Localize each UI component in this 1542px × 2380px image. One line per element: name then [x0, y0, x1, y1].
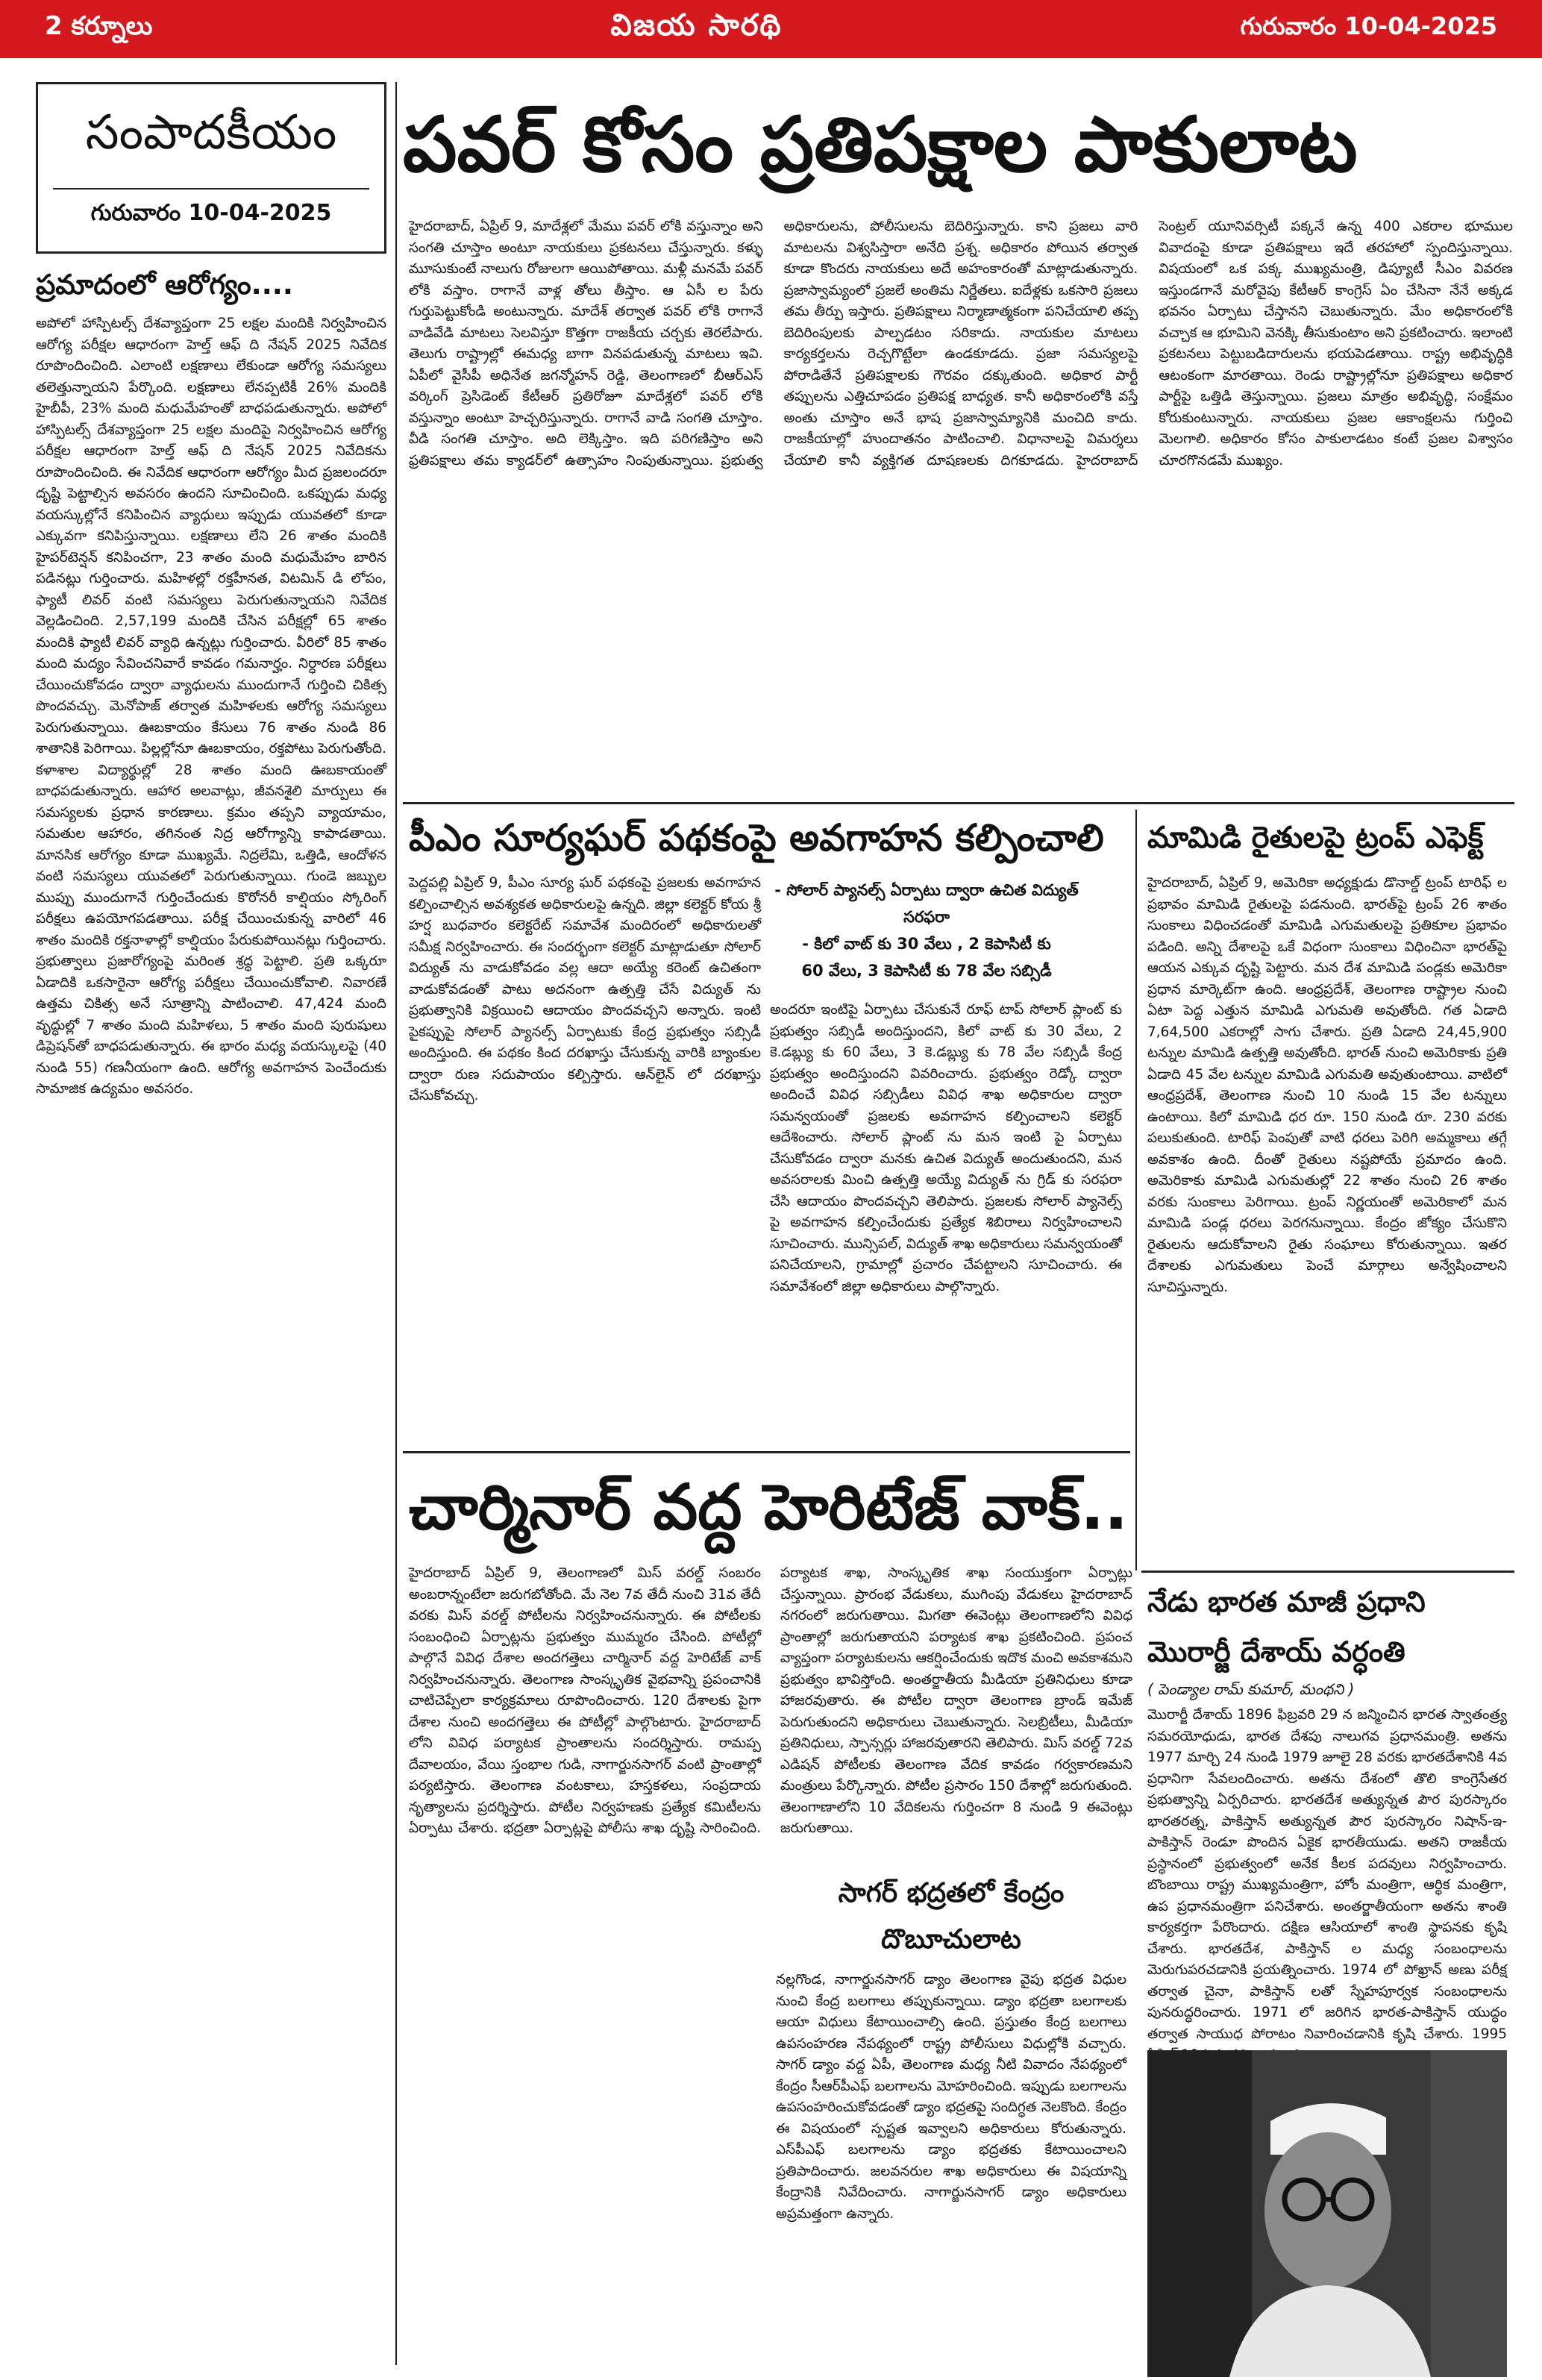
mango-body: హైదరాబాద్, ఏప్రిల్ 9, అమెరికా అధ్యక్షుడు డొనాల్డ్ ట్రంప్ టారిఫ్ ల ప్రభావం మామిడి రైతులపై పడనుంది. భారత్‌పై ట్రంప్ 26 శాతం సుంకాలు విధించడంతో మామిడి ఎగుమతులపై ప్రతికూల ప్రభావం పడింది. అన్ని దేశాలపై ఒకే విధంగా సుంకాలు విధించినా భారత్‌పై ఆయన ఎక్కువ దృష్టి పెట్టారు. మన దేశ మామిడి పండ్లకు అమెరికా ప్రధాన మార్కెట్‌గా ఉంది. ఆంధ్రప్రదేశ్, తెలంగాణ రాష్ట్రాల నుంచి ఏటా పెద్ద ఎత్తున మామిడి ఎగుమతి అవుతోంది. గత ఏడాది 7,64,500 ఎకరాల్లో సాగు చేశారు. ప్రతి ఏడాది 24,45,900 టన్నుల మామిడి ఉత్పత్తి అవుతోంది. భారత్ నుంచి అమెరికాకు ప్రతి ఏడాది 45 వేల టన్నుల మామిడి ఎగుమతి అవుతుంటాయి. వాటిలో ఆంధ్రప్రదేశ్, తెలంగాణ నుంచి 10 నుండి 15 వేల టన్నులు ఉంటాయి. కిలో మామిడి ధర రూ. 150 నుండి రూ. 230 వరకు పలుకుతుంది. టారిఫ్ పెంపుతో వాటి ధరలు పెరిగి అమ్మకాలు తగ్గే అవకాశం ఉంది. దీంతో రైతులు నష్టపోయే ప్రమాదం ఉంది. అమెరికాకు మామిడి ఎగుమతుల్లో 22 శాతం నుంచి 26 శాతం వరకు సుంకాలు పెరిగాయి. ట్రంప్ నిర్ణయంతో అమెరికాలో మన మామిడి పండ్ల ధరలు పెరగనున్నాయి. కేంద్రం జోక్యం చేసుకొని రైతులను ఆదుకోవాలని రైతు సంఘాలు కోరుతున్నాయి. ఇతర దేశాలకు ఎగుమతులు పెంచే మార్గాలు అన్వేషించాలని సూచిస్తున్నారు. — [1147, 875, 1507, 1295]
portrait-image — [1147, 2050, 1507, 2377]
editorial-body: అపోలో హాస్పిటల్స్ దేశవ్యాప్తంగా 25 లక్షల మందికి నిర్వహించిన ఆరోగ్య పరీక్షల ఆధారంగా హెల్త్ ఆఫ్ ది నేషన్ 2025 నివేదిక రూపొందించింది. ఎలాంటి లక్షణాలు లేకుండా ఆరోగ్య సమస్యలు తలెత్తున్నాయని పేర్కొంది. లక్షణాలు లేనప్పటికీ 26% మందికి హైబీపీ, 23% మంది మధుమేహంతో బాధపడుతున్నారు. అపోలో హాస్పిటల్స్ దేశవ్యాప్తంగా 25 లక్షల మందిపై నిర్వహించిన ఆరోగ్య పరీక్షల ఆధారంగా హెల్త్ ఆఫ్ ది నేషన్ 2025 నివేదికను రూపొందించింది. ఈ నివేదిక ఆధారంగా ఆరోగ్యం మీద ప్రజలందరూ దృష్టి పెట్టాల్సిన అవసరం ఉందని సూచించింది. ఒకప్పుడు మధ్య వయస్కుల్లోనే కనిపించిన వ్యాధులు ఇప్పుడు యువతలో కూడా ఎక్కువగా కనిపిస్తున్నాయి. లక్షణాలు లేని 26 శాతం మందికి హైపర్‌టెన్షన్ కనిపించగా, 23 శాతం మంది మధుమేహం బారిన పడినట్లు గుర్తించారు. మహిళల్లో రక్తహీనత, విటమిన్ డి లోపం, ఫ్యాటీ లివర్ వంటి సమస్యలు పెరుగుతున్నాయని నివేదిక వెల్లడించింది. 2,57,199 మందికి చేసిన పరీక్షల్లో 65 శాతం మందికి ఫ్యాటీ లివర్ వ్యాధి ఉన్నట్లు గుర్తించారు. వీరిలో 85 శాతం మంది మద్యం సేవించనివారే కావడం గమనార్హం. నిర్ధారణ పరీక్షలు చేయించుకోవడం ద్వారా వ్యాధులను ముందుగానే గుర్తించి చికిత్స పొందవచ్చు. మెనోపాజ్ తర్వాత మహిళలకు ఆరోగ్య సమస్యలు పెరుగుతున్నాయి. ఊబకాయం కేసులు 76 శాతం నుండి 86 శాతానికి పెరిగాయి. పిల్లల్లోనూ ఊబకాయం, రక్తపోటు పెరుగుతోంది. కళాశాల విద్యార్థుల్లో 28 శాతం మంది ఊబకాయంతో బాధపడుతున్నారు. ఆహార అలవాట్లు, జీవనశైలి మార్పులు ఈ సమస్యలకు ప్రధాన కారణాలు. క్రమం తప్పని వ్యాయామం, సమతుల ఆహారం, తగినంత నిద్ర ఆరోగ్యాన్ని కాపాడతాయి. మానసిక ఆరోగ్యం కూడా ముఖ్యమే. నిద్రలేమి, ఒత్తిడి, ఆందోళన వంటి సమస్యలు యువతలో పెరుగుతున్నాయి. గుండె జబ్బుల ముప్పు ముందుగానే గుర్తించేందుకు కొరోనరీ కాల్షియం స్కోరింగ్ పరీక్షలు ఉపయోగపడతాయి. పరీక్ష చేయించుకున్న వారిలో 46 శాతం మందికి రక్తనాళాల్లో కాల్షియం పేరుకుపోయినట్లు గుర్తించారు. ప్రభుత్వాలు ప్రజారోగ్యంపై మరింత శ్రద్ధ పెట్టాలి. ప్రతి ఒక్కరూ ఏడాదికి ఒకసారైనా ఆరోగ్య పరీక్షలు చేయించుకోవాలి. నివారణే ఉత్తమ చికిత్స అనే సూత్రాన్ని పాటించాలి. 47,424 మంది వృద్ధుల్లో 7 శాతం మంది మహిళలు, 5 శాతం మంది పురుషులు డిప్రెషన్‌తో బాధపడుతున్నారు. ఈ భారం మధ్య వయస్కులపై (40 నుండి 55) గణనీయంగా ఉంది. ఆరోగ్య అవగాహన పెంచేందుకు సామాజిక ఉద్యమం అవసరం. — [36, 316, 386, 1097]
header-date: గురువారం 10-04-2025 — [1240, 12, 1497, 40]
section-divider — [403, 1451, 1130, 1453]
highlight-line: 60 వేలు, 3 కెపాసిటీ కు 78 వేల సబ్సిడీ — [801, 962, 1052, 980]
pm-surya-headline: పీఎం సూర్యఘర్ పథకంపై అవగాహన కల్పించాలి — [409, 816, 1104, 859]
editorial-headline: ప్రమాదంలో ఆరోగ్యం.... — [36, 269, 293, 301]
morarji-photo — [1147, 2050, 1507, 2377]
highlight-line: - కిలో వాట్ కు 30 వేలు , 2 కెపాసిటీ కు — [802, 935, 1051, 953]
sagar-headline-2: దొబూచులాట — [776, 1919, 1126, 1961]
morarji-headline-2: మొరార్జీ దేశాయ్ వర్ధంతి — [1147, 1635, 1405, 1668]
charminar-body: హైదరాబాద్ ఏప్రిల్ 9, తెలంగాణలో మిస్ వరల్డ్ సంబరం అంబరాన్నంటేలా జరుగబోతోంది. మే నెల 7వ తేదీ నుంచి 31వ తేదీ వరకు మిస్ వరల్డ్ పోటీలను నిర్వహించనున్నారు. ఈ పోటీలకు సంబంధించి ఏర్పాట్లను ప్రభుత్వం ముమ్మరం చేసింది. పోటీల్లో పాల్గొనే వివిధ దేశాల అందగత్తెలు చార్మినార్ వద్ద హెరిటేజ్ వాక్ నిర్వహించనున్నారు. తెలంగాణ సాంస్కృతిక వైభవాన్ని ప్రపంచానికి చాటిచెప్పేలా కార్యక్రమాలు రూపొందించారు. 120 దేశాలకు పైగా దేశాల నుంచి అందగత్తెలు ఈ పోటీల్లో పాల్గొంటారు. హైదరాబాద్ లోని వివిధ పర్యాటక ప్రాంతాలను సందర్శిస్తారు. రామప్ప దేవాలయం, వేయి స్తంభాల గుడి, నాగార్జునసాగర్ వంటి ప్రాంతాల్లో పర్యటిస్తారు. తెలంగాణ వంటకాలు, హస్తకళలు, సంప్రదాయ నృత్యాలను ప్రదర్శిస్తారు. పోటీల నిర్వహణకు ప్రత్యేక కమిటీలను ఏర్పాటు చేశారు. భద్రతా ఏర్పాట్లపై పోలీసు శాఖ దృష్టి సారించింది. పర్యాటక శాఖ, సాంస్కృతిక శాఖ సంయుక్తంగా ఏర్పాట్లు చేస్తున్నాయి. ప్రారంభ వేడుకలు, ముగింపు వేడుకలు హైదరాబాద్ నగరంలో జరుగుతాయి. మిగతా ఈవెంట్లు తెలంగాణలోని వివిధ ప్రాంతాల్లో జరుగుతాయని పర్యాటక శాఖ ప్రకటించింది. ప్రపంచ వ్యాప్తంగా పర్యాటకులను ఆకర్షించేందుకు ఇదొక మంచి అవకాశమని ప్రభుత్వం భావిస్తోంది. అంతర్జాతీయ మీడియా ప్రతినిధులు కూడా హాజరవుతారు. ఈ పోటీల ద్వారా తెలంగాణ బ్రాండ్ ఇమేజ్ పెరుగుతుందని అధికారులు చెబుతున్నారు. సెలబ్రిటీలు, మీడియా ప్రతినిధులు, స్పాన్సర్లు హాజరవుతారని తెలిపారు. మిస్ వరల్డ్ 72వ ఎడిషన్ పోటీలకు తెలంగాణ వేదిక కావడం గర్వకారణమని మంత్రులు పేర్కొన్నారు. పోటీల ప్రసారం 150 దేశాల్లో జరుగుతుంది. తెలంగాణాలోని 10 వేదికలను గుర్తించగా 8 నుండి 9 ఈవెంట్లు జరుగుతాయి. — [409, 1565, 1132, 1836]
highlight-line: - సోలార్ ప్యానల్స్ ఏర్పాటు ద్వారా ఉచిత విద్యుత్ సరఫరా — [774, 881, 1079, 926]
pm-surya-body-mid: అందరూ ఇంటిపై ఏర్పాటు చేసుకునే రూఫ్ టాప్ సోలార్ ప్లాంట్ కు ప్రభుత్వం సబ్సిడీ అందిస్తుందని, కిలో వాట్ కు 30 వేలు, 2 కె.డబ్ల్యు కు 60 వేలు, 3 కె.డబ్ల్యు కు 78 వేల సబ్సిడీ కేంద్ర ప్రభుత్వం అందిస్తుందని వివరించారు. ప్రభుత్వం రెడ్కో ద్వారా అందించే వివిధ సబ్సిడీలు వివిధ శాఖ అధికారుల ద్వారా సమన్వయంతో ప్రజలకు అవగాహన కల్పించాలని కలెక్టర్ ఆదేశించారు. సోలార్ ప్లాంట్ ను మన ఇంటి పై ఏర్పాటు చేసుకోవడం ద్వారా మనకు ఉచిత విద్యుత్ అందుతుందని, మన అవసరాలకు మించి ఉత్పత్తి అయ్యే విద్యుత్ ను గ్రిడ్ కు సరఫరా చేసి ఆదాయం పొందవచ్చని తెలిపారు. ప్రజలకు సోలార్ ప్యానెల్స్ పై అవగాహన కల్పించేందుకు ప్రత్యేక శిబిరాలు నిర్వహించాలని సూచించారు. మున్సిపల్, విద్యుత్ శాఖ అధికారులు సమన్వయంతో పనిచేయాలని, గ్రామాల్లో ప్రచారం చేపట్టాలని సూచించారు. ఈ సమావేశంలో జిల్లా అధికారులు పాల్గొన్నారు. — [770, 1002, 1122, 1294]
charminar-headline: చార్మినార్ వద్ద హెరిటేజ్ వాక్.. — [409, 1471, 1129, 1544]
column-divider — [395, 82, 397, 2365]
editorial-date: గురువారం 10-04-2025 — [90, 200, 332, 226]
sagar-headline: సాగర్ భద్రతలో కేంద్రం — [776, 1873, 1126, 1914]
section-divider — [403, 802, 1514, 804]
page-header-bar — [0, 0, 1542, 58]
editorial-box — [36, 82, 386, 254]
mango-headline: మామిడి రైతులపై ట్రంప్ ఎఫెక్ట్ — [1147, 821, 1484, 855]
page-label: 2 కర్నూలు — [45, 11, 153, 41]
pm-surya-body-left: పెద్దపల్లి ఏప్రిల్ 9, పీఎం సూర్య ఘర్ పథకంపై ప్రజలకు అవగాహన కల్పించాల్సిన అవశ్యకత అధికారులపై ఉన్నది. జిల్లా కలెక్టర్ కోయ శ్రీ హర్ష బుధవారం కలెక్టరేట్ సమావేశ మందిరంలో అధికారులతో సమీక్ష నిర్వహించారు. ఈ సందర్భంగా కలెక్టర్ మాట్లాడుతూ సోలార్ విద్యుత్ ను వాడుకోవడం వల్ల ఆదా అయ్యే కరెంట్ ఉచితంగా వాడుకోవడంతో పాటు అదనంగా ఉత్పత్తి చేసే విద్యుత్ ను ప్రభుత్వానికి విక్రయించి ఆదాయం పొందవచ్చని అన్నారు. ఇంటి పైకప్పుపై సోలార్ ప్యానల్స్ ఏర్పాటుకు కేంద్ర ప్రభుత్వం సబ్సిడీ అందిస్తుంది. ఈ పథకం కింద దరఖాస్తు చేసుకున్న వారికి బ్యాంకుల ద్వారా రుణ సదుపాయం కల్పిస్తారు. ఆన్‌లైన్ లో దరఖాస్తు చేసుకోవచ్చు. — [409, 875, 761, 1103]
editorial-divider — [53, 188, 369, 190]
sagar-body: నల్లగొండ, నాగార్జునసాగర్ డ్యాం తెలంగాణ వైపు భద్రత విధుల నుంచి కేంద్ర బలగాలు తప్పుకున్నాయి. డ్యాం భద్రతా బలగాలకు ఆయా విధులు కేటాయించాల్సి ఉంది. ప్రస్తుతం కేంద్ర బలగాలు ఉపసంహరణ నేపథ్యంలో రాష్ట్ర పోలీసులు విధుల్లోకి వచ్చారు. సాగర్ డ్యాం వద్ద ఏపీ, తెలంగాణ మధ్య నీటి వివాదం నేపథ్యంలో కేంద్రం సీఆర్‌పీఎఫ్ బలగాలను మోహరించింది. ఇప్పుడు బలగాలను ఉపసంహరించుకోవడంతో డ్యాం భద్రతపై సందిగ్ధత నెలకొంది. కేంద్రం ఈ విషయంలో స్పష్టత ఇవ్వాలని అధికారులు కోరుతున్నారు. ఎస్‌పీఎఫ్ బలగాలను డ్యాం భద్రతకు కేటాయించాలని ప్రతిపాదించారు. జలవనరుల శాఖ అధికారులు ఈ విషయాన్ని కేంద్రానికి నివేదించారు. నాగార్జునసాగర్ డ్యాం అధికారులు అప్రమత్తంగా ఉన్నారు. — [776, 1970, 1126, 2369]
lead-body: హైదరాబాద్, ఏప్రిల్ 9, మాదేశ్లలో మేము పవర్ లోకి వస్తున్నాం అని సంగతి చూస్తాం అంటూ నాయకులు ప్రకటనలు చేస్తున్నారు. కళ్ళు మూసుకుంటే నాలుగు రోజులగా ఆయిపోతాయి. మళ్లీ మనమే పవర్ లోకి వస్తాం. రాగానే వాళ్ల తోలు తీస్తాం. ఆ ఏసీ ల పేరు గుర్తుపెట్టుకోండి అంటున్నారు. మాదేశ్ తర్వాత పవర్ లోకి రాగానే వాడివేడి మాటలు సెలవిస్తూ కొత్తగా రాజకీయ చర్చకు తెరలేపారు. తెలుగు రాష్ట్రాల్లో ఈమధ్య బాగా వినపడుతున్న మాటలు ఇవి. ఏపీలో వైసీపీ అధినేత జగన్మోహన్ రెడ్డి, తెలంగాణలో బీఆర్ఎస్ వర్కింగ్ ప్రెసిడెంట్ కేటీఆర్ ప్రతిరోజూ మాదేశ్లలో పవర్ లోకి వస్తున్నాం అంటూ హెచ్చరిస్తున్నారు. రాగానే వాడి సంగతి చూస్తాం. వీడి సంగతి చూస్తాం. అది లెక్కిస్తాం. ఇది పరిగణిస్తాం అని ఫ్రతిపక్షాలు తమ క్యాడర్‌లో ఉత్సాహం నింపుతున్నాయి. ప్రభుత్వ అధికారులను, పోలీసులను బెదిరిస్తున్నారు. కాని ప్రజలు వారి మాటలను విశ్వసిస్తారా అనేది ప్రశ్న. అధికారం పోయిన తర్వాత కూడా కొందరు నాయకులు అదే అహంకారంతో మాట్లాడుతున్నారు. ప్రజాస్వామ్యంలో ప్రజలే అంతిమ నిర్ణేతలు. ఐదేళ్లకు ఒకసారి ప్రజలు తమ తీర్పు ఇస్తారు. ప్రతిపక్షాలు నిర్మాణాత్మకంగా పనిచేయాలి తప్ప బెదిరింపులకు పాల్పడటం సరికాదు. నాయకుల మాటలు కార్యకర్తలను రెచ్చగొట్టేలా ఉండకూడదు. ప్రజా సమస్యలపై పోరాడితేనే ప్రతిపక్షాలకు గౌరవం దక్కుతుంది. అధికార పార్టీ తప్పులను ఎత్తిచూపడం ప్రతిపక్ష బాధ్యత. కానీ అధికారంలోకి వస్తే అంతు చూస్తాం అనే భాష ప్రజాస్వామ్యానికి మంచిది కాదు. రాజకీయాల్లో హుందాతనం పాటించాలి. విధానాలపై విమర్శలు చేయాలి కానీ వ్యక్తిగత దూషణలకు దిగకూడదు. హైదరాబాద్ సెంట్రల్ యూనివర్సిటీ పక్కనే ఉన్న 400 ఎకరాల భూముల వివాదంపై కూడా ప్రతిపక్షాలు ఇదే తరహాలో స్పందిస్తున్నాయి. విషయంలో ఒక పక్క ముఖ్యమంత్రి, డిప్యూటీ సీఎం వివరణ ఇస్తుండగానే మరోవైపు కేటీఆర్ కాంగ్రెస్ ఏం చేసినా నేనే అక్కడ భవనం ఏర్పాటు చేస్తానని చెబుతున్నారు. మేం అధికారంలోకి వచ్చాక ఆ భూమిని వెనక్కి తీసుకుంటాం అని ప్రకటించారు. ఇలాంటి ప్రకటనలు పెట్టుబడిదారులను భయపెడతాయి. రాష్ట్ర అభివృద్ధికి ఆటంకంగా మారతాయి. రెండు రాష్ట్రాల్లోనూ ప్రతిపక్షాలు అధికార పార్టీపై ఒత్తిడి తెస్తున్నాయి. ప్రజలు మాత్రం అభివృద్ధి, సంక్షేమం కోరుకుంటున్నారు. నాయకులు ప్రజల ఆకాంక్షలను గుర్తించి మెలగాలి. అధికారం కోసం పాకులాడటం కంటే ప్రజల విశ్వాసం చూరగొనడమే ముఖ్యం. — [409, 219, 1513, 469]
section-divider — [1141, 1571, 1514, 1573]
pm-surya-highlights — [770, 877, 1083, 985]
masthead-brand: విజయ సారథి — [610, 8, 783, 43]
morarji-headline: నేడు భారత మాజీ ప్రధాని — [1147, 1585, 1426, 1618]
morarji-body: మొరార్జీ దేశాయ్ 1896 ఫిబ్రవరి 29 న జన్మించిన భారత స్వాతంత్ర్య సమరయోధుడు, భారత దేశపు నాలుగవ ప్రధానమంత్రి. అతను 1977 మార్చి 24 నుండి 1979 జూలై 28 వరకు భారతదేశానికి 4వ ప్రధానిగా సేవలందించారు. అతను దేశంలో తొలి కాంగ్రెసేతర ప్రభుత్వాన్ని ఏర్పరిచారు. భారతదేశ అత్యున్నత పౌర పురస్కారం భారతరత్న, పాకిస్తాన్ అత్యున్నత పౌర పురస్కారం నిషాన్-ఇ-పాకిస్తాన్ రెండూ పొందిన ఏకైక భారతీయుడు. అతని రాజకీయ ప్రస్థానంలో ప్రభుత్వంలో అనేక కీలక పదవులు నిర్వహించారు. బొంబాయి రాష్ట్ర ముఖ్యమంత్రిగా, హోం మంత్రిగా, ఆర్థిక మంత్రిగా, ఉప ప్రధానమంత్రిగా పనిచేశారు. అంతర్జాతీయంగా అతను శాంతి కార్యకర్తగా పేరొందారు. దక్షిణ ఆసియాలో శాంతి స్థాపనకు కృషి చేశారు. భారతదేశ, పాకిస్తాన్ ల మధ్య సంబంధాలను మెరుగుపరచడానికి ప్రయత్నించారు. 1974 లో పోఖ్రాన్ అణు పరీక్ష తర్వాత చైనా, పాకిస్తాన్ లతో స్నేహపూర్వక సంబంధాలను పునరుద్ధరించారు. 1971 లో జరిగిన భారత-పాకిస్తాన్ యుద్ధం తర్వాత సాయుధ పోరాటం నివారించడానికి కృషి చేశారు. 1995 — [1147, 1707, 1507, 2042]
editorial-label: సంపాదకీయం — [85, 105, 337, 160]
morarji-byline: ( పెండ్యాల రామ్ కుమార్, మంథని ) — [1147, 1680, 1355, 1698]
column-divider — [1135, 809, 1137, 1571]
lead-headline: పవర్ కోసం ప్రతిపక్షాల పాకులాట — [403, 101, 1358, 190]
